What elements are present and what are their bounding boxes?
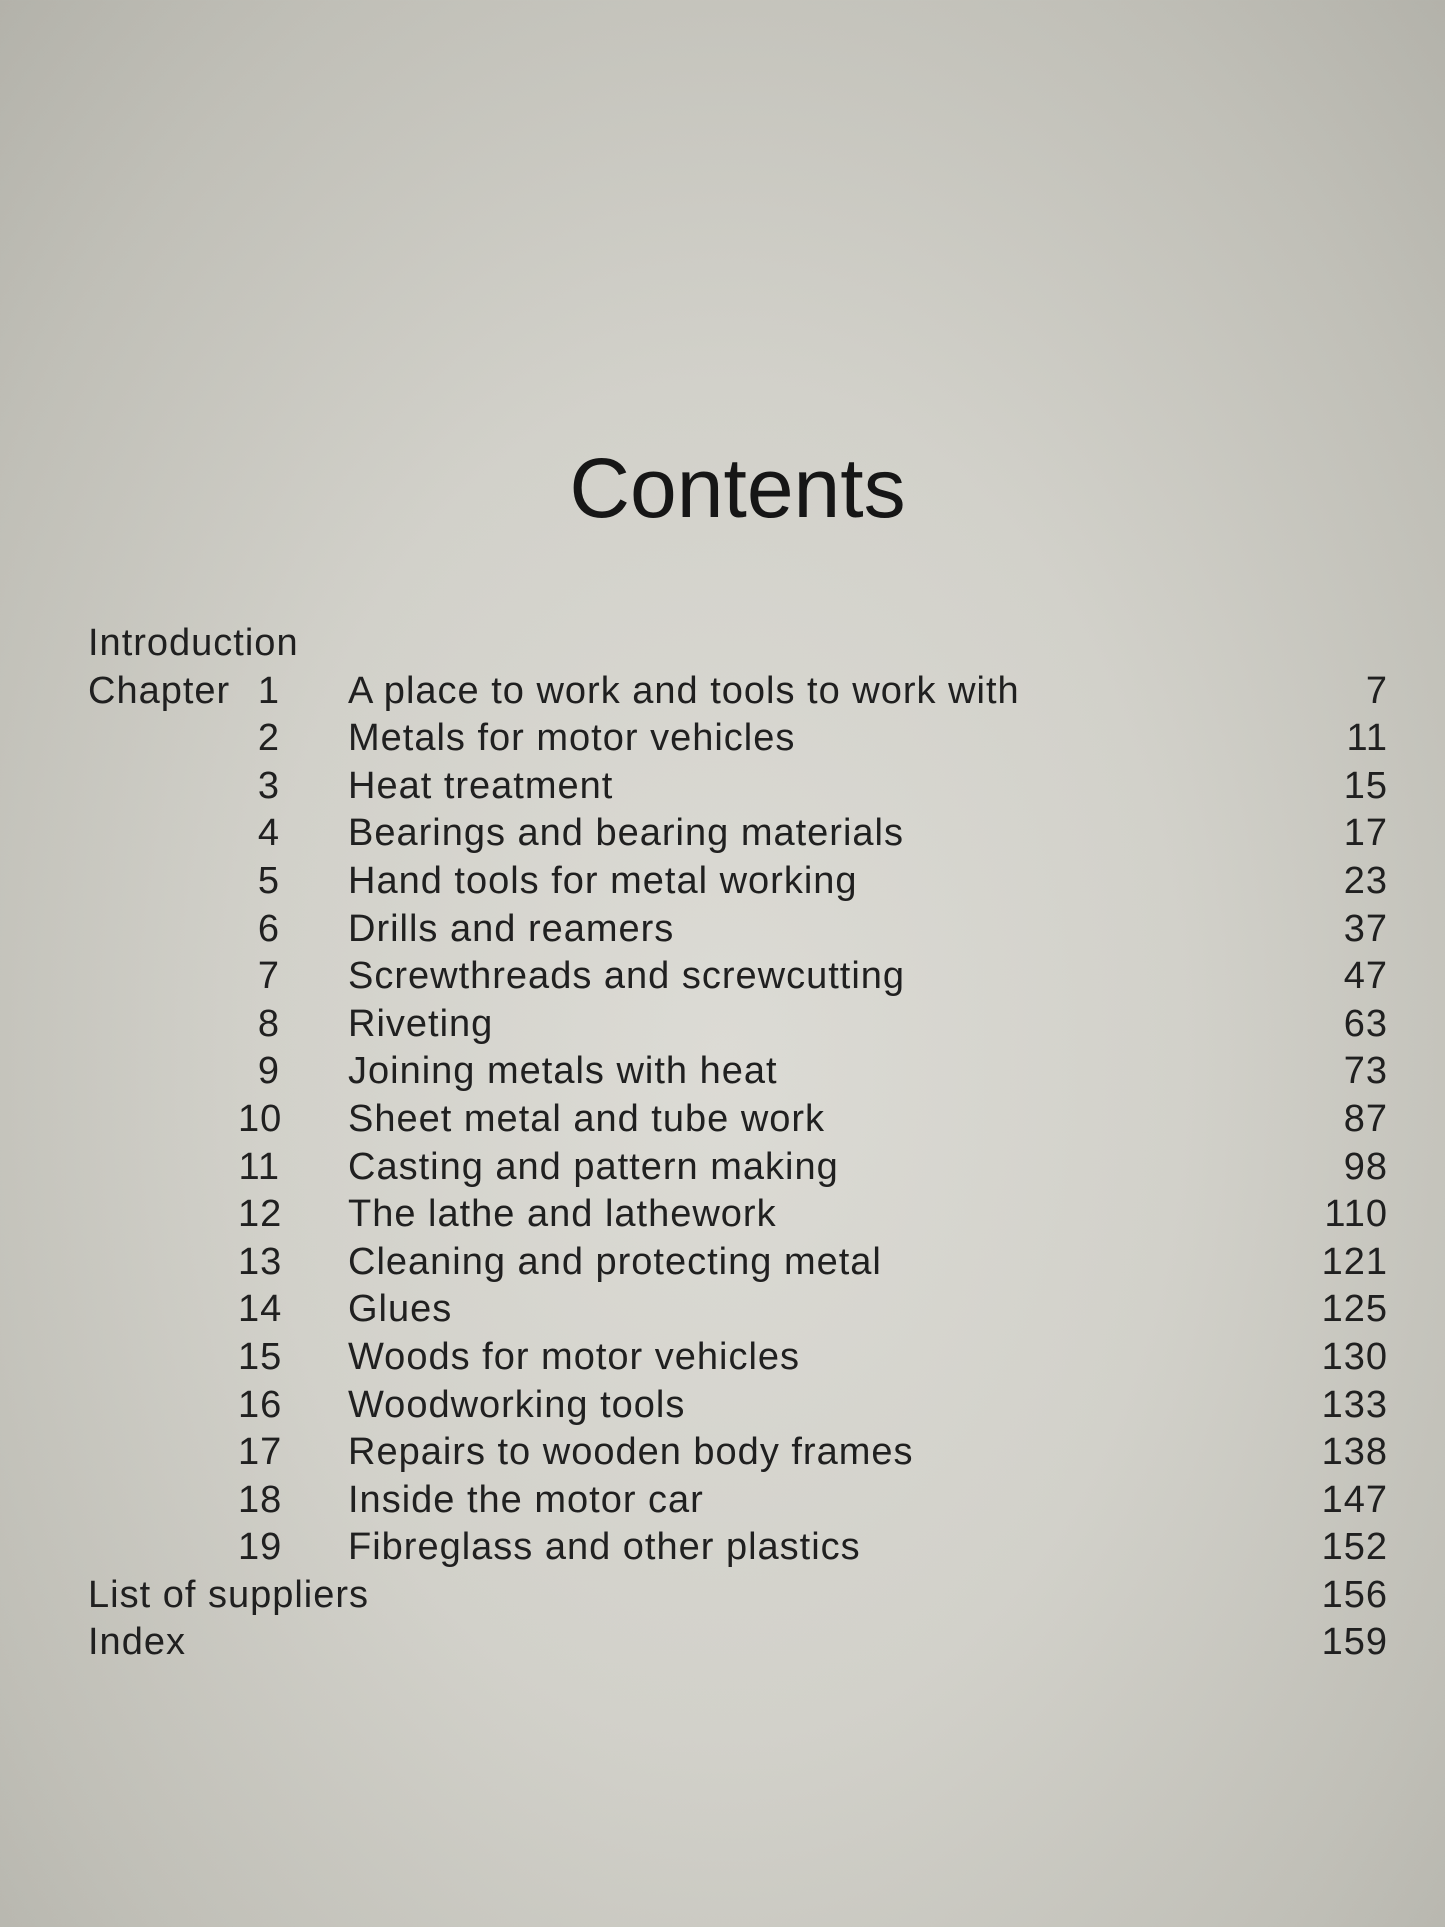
chapter-title: Bearings and bearing materials <box>348 812 904 855</box>
chapter-number: 12 <box>238 1193 283 1236</box>
chapter-number: 3 <box>257 764 280 807</box>
chapter-list <box>88 668 1388 1572</box>
toc-row-chapter <box>88 1096 1388 1144</box>
toc-label: List of suppliers <box>88 1573 370 1616</box>
page-number: 156 <box>1321 1573 1388 1616</box>
toc-row-chapter <box>88 1477 1388 1525</box>
toc-row-chapter <box>88 1191 1388 1239</box>
toc-row-chapter <box>88 763 1388 811</box>
chapter-number: 18 <box>238 1478 283 1521</box>
toc-row-chapter <box>88 953 1388 1001</box>
toc-row-chapter <box>88 1286 1388 1334</box>
chapter-title: Glues <box>348 1288 453 1331</box>
page-number: 133 <box>1321 1383 1388 1426</box>
backmatter-list <box>88 1572 1388 1667</box>
page-number: 159 <box>1321 1621 1388 1664</box>
chapter-number: 5 <box>257 859 280 902</box>
chapter-number: 1 <box>257 669 280 712</box>
page-number: 23 <box>1343 859 1388 902</box>
chapter-title: Joining metals with heat <box>348 1050 778 1093</box>
page-number: 152 <box>1321 1526 1388 1569</box>
toc-row-chapter <box>88 715 1388 763</box>
chapter-number: 13 <box>238 1240 283 1283</box>
toc-row-backmatter <box>88 1572 1388 1620</box>
chapter-number: 11 <box>238 1145 280 1188</box>
page-number: 17 <box>1343 812 1388 855</box>
page-number: 130 <box>1321 1335 1388 1378</box>
chapter-number: 9 <box>257 1050 280 1093</box>
page-number: 73 <box>1343 1050 1388 1093</box>
page-number: 63 <box>1343 1002 1388 1045</box>
toc-row-backmatter <box>88 1619 1388 1667</box>
page-number: 15 <box>1343 764 1388 807</box>
chapter-number: 7 <box>257 955 280 998</box>
chapter-title: Woods for motor vehicles <box>348 1335 801 1378</box>
chapter-number: 10 <box>238 1097 283 1140</box>
toc-row-chapter <box>88 1429 1388 1477</box>
chapter-title: Fibreglass and other plastics <box>348 1526 861 1569</box>
toc-label: Introduction <box>88 622 299 664</box>
toc-label: Index <box>88 1621 186 1664</box>
chapter-title: Drills and reamers <box>348 907 675 950</box>
chapter-title: Inside the motor car <box>348 1478 704 1521</box>
chapter-title: Screwthreads and screwcutting <box>348 955 906 998</box>
toc-row-chapter <box>88 1334 1388 1382</box>
chapter-number: 15 <box>238 1335 283 1378</box>
page-number: 138 <box>1321 1431 1388 1474</box>
toc-row-chapter <box>88 858 1388 906</box>
chapter-number: 2 <box>257 717 280 760</box>
chapter-number: 4 <box>257 812 280 855</box>
table-of-contents <box>88 620 1388 1667</box>
page-number: 121 <box>1321 1240 1388 1283</box>
chapter-title: The lathe and lathework <box>348 1193 777 1236</box>
chapter-title: Repairs to wooden body frames <box>348 1431 914 1474</box>
chapter-title: Casting and pattern making <box>348 1145 839 1188</box>
toc-row-chapter <box>88 906 1388 954</box>
chapter-title: A place to work and tools to work with <box>348 669 1020 712</box>
toc-row-chapter <box>88 1524 1388 1572</box>
chapter-title: Woodworking tools <box>348 1383 686 1426</box>
chapter-title: Heat treatment <box>348 764 614 807</box>
page-number: 98 <box>1343 1145 1388 1188</box>
chapter-number: 6 <box>257 907 280 950</box>
page-number: 11 <box>1346 717 1388 760</box>
page-number: 110 <box>1324 1193 1388 1236</box>
chapter-title: Metals for motor vehicles <box>348 717 796 760</box>
page-number: 47 <box>1343 955 1388 998</box>
toc-row-introduction <box>88 620 1388 668</box>
chapter-title: Sheet metal and tube work <box>348 1097 826 1140</box>
page-number: 87 <box>1343 1097 1388 1140</box>
toc-row-chapter <box>88 1144 1388 1192</box>
toc-row-chapter <box>88 668 1388 716</box>
chapter-title: Hand tools for metal working <box>348 859 858 902</box>
chapter-number: 19 <box>238 1526 283 1569</box>
toc-row-chapter <box>88 1239 1388 1287</box>
page-number: 7 <box>1365 669 1388 712</box>
chapter-number: 17 <box>238 1431 283 1474</box>
page-number: 37 <box>1343 907 1388 950</box>
chapter-number: 16 <box>238 1383 283 1426</box>
toc-row-chapter <box>88 810 1388 858</box>
toc-row-chapter <box>88 1048 1388 1096</box>
chapter-word: Chapter <box>88 669 231 712</box>
toc-row-chapter <box>88 1001 1388 1049</box>
page-number: 125 <box>1321 1288 1388 1331</box>
chapter-title: Riveting <box>348 1002 494 1045</box>
page-number: 147 <box>1321 1478 1388 1521</box>
toc-row-chapter <box>88 1382 1388 1430</box>
page-title: Contents <box>569 441 906 535</box>
chapter-number: 14 <box>238 1288 283 1331</box>
chapter-number: 8 <box>257 1002 280 1045</box>
chapter-title: Cleaning and protecting metal <box>348 1240 882 1283</box>
